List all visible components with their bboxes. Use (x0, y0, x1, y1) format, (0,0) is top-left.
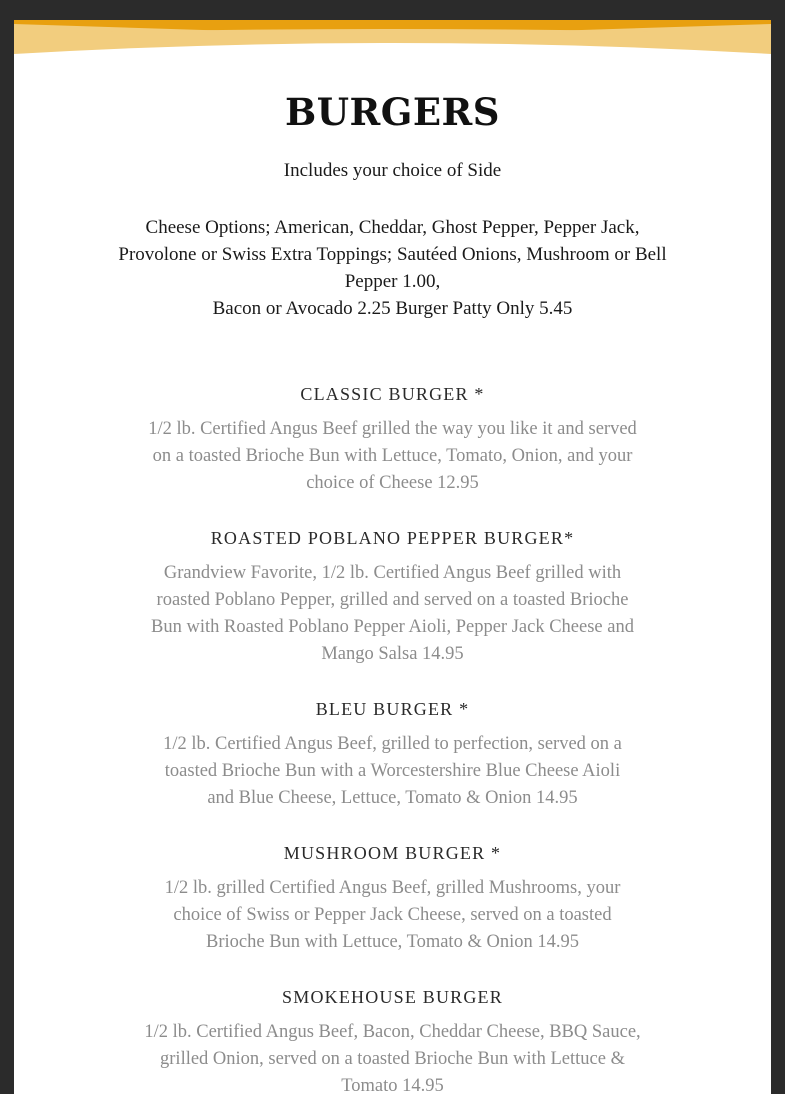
item-desc-line: 1/2 lb. Certified Angus Beef grilled the way you like it and served (148, 419, 637, 439)
options-line: Provolone or Swiss Extra Toppings; Sautéed Onions, Mushroom or Bell (118, 244, 667, 265)
menu-item-poblano-burger (100, 526, 685, 668)
item-name: BLEU BURGER * (315, 699, 470, 719)
item-desc-line: 1/2 lb. Certified Angus Beef, grilled to perfection, served on a (163, 734, 622, 754)
item-name: SMOKEHOUSE BURGER (282, 987, 503, 1007)
item-desc-line: 1/2 lb. grilled Certified Angus Beef, grilled Mushrooms, your (164, 878, 621, 898)
item-description (100, 416, 685, 497)
item-desc-line: Bun with Roasted Poblano Pepper Aioli, Pepper Jack Cheese and (151, 617, 634, 637)
item-desc-line: on a toasted Brioche Bun with Lettuce, Tomato, Onion, and your (152, 446, 633, 466)
item-desc-line: 1/2 lb. Certified Angus Beef, Bacon, Cheddar Cheese, BBQ Sauce, (144, 1022, 641, 1042)
menu-item-mushroom-burger (100, 841, 685, 956)
item-desc-line: Tomato 14.95 (341, 1076, 444, 1094)
subtitle: Includes your choice of Side (283, 160, 502, 181)
menu-item-classic-burger (100, 382, 685, 497)
item-name: MUSHROOM BURGER * (283, 843, 502, 863)
item-desc-line: roasted Poblano Pepper, grilled and served on a toasted Brioche (156, 590, 629, 610)
item-name: CLASSIC BURGER * (300, 384, 485, 404)
options-line: Bacon or Avocado 2.25 Burger Patty Only 5.45 (212, 298, 573, 319)
options-text (80, 214, 705, 322)
item-desc-line: Brioche Bun with Lettuce, Tomato & Onion 14.95 (206, 932, 579, 952)
item-desc-line: toasted Brioche Bun with a Worcestershire Blue Cheese Aioli (164, 761, 621, 781)
options-line: Cheese Options; American, Cheddar, Ghost Pepper, Pepper Jack, (145, 217, 640, 238)
menu-item-bleu-burger (100, 697, 685, 812)
item-desc-line: and Blue Cheese, Lettuce, Tomato & Onion 14.95 (207, 788, 578, 808)
item-name: ROASTED POBLANO PEPPER BURGER* (210, 528, 575, 548)
options-line: Pepper 1.00, (344, 271, 441, 292)
menu-page (14, 20, 771, 1094)
menu-item-smokehouse-burger (100, 985, 685, 1094)
gold-banner-decoration (14, 20, 771, 54)
item-description (100, 560, 685, 668)
item-desc-line: choice of Swiss or Pepper Jack Cheese, served on a toasted (173, 905, 612, 925)
page-title: BURGERS (284, 90, 501, 134)
item-desc-line: grilled Onion, served on a toasted Brioche Bun with Lettuce & (160, 1049, 625, 1069)
item-desc-line: choice of Cheese 12.95 (306, 473, 479, 493)
item-description (100, 1019, 685, 1094)
item-desc-line: Mango Salsa 14.95 (321, 644, 464, 664)
item-desc-line: Grandview Favorite, 1/2 lb. Certified Angus Beef grilled with (163, 563, 622, 583)
item-description (100, 731, 685, 812)
item-description (100, 875, 685, 956)
